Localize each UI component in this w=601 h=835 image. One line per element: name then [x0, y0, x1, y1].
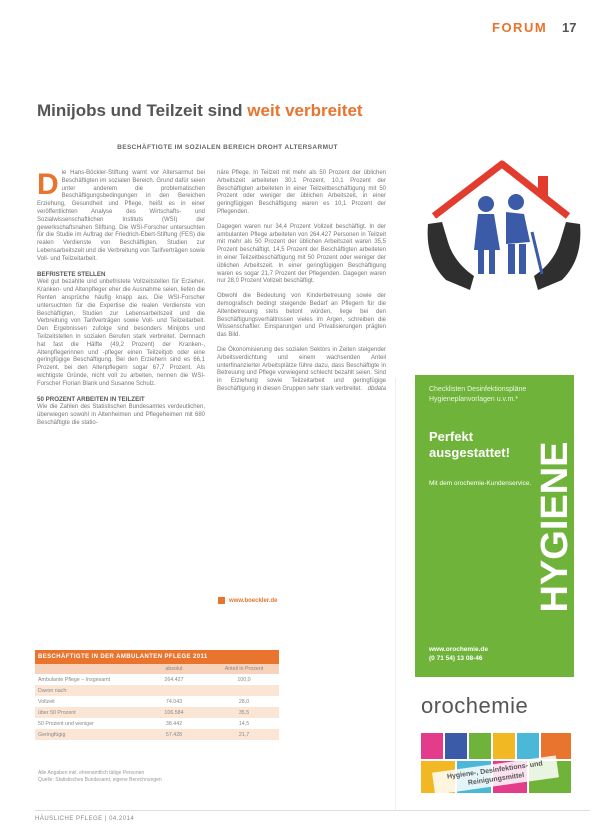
- ad-phone: (0 71 54) 13 08-46: [429, 655, 483, 662]
- row-percent: 28,0: [238, 698, 250, 705]
- article-title-main: Minijobs und Teilzeit sind: [37, 101, 248, 120]
- author-signoff: dbdata: [367, 385, 386, 392]
- article-paragraph: näre Pflege. In Teilzeit mit mehr als 50 Prozent der üblichen Arbeitszeit arbeiteten 30,1 Prozent, 10,1 Prozent der Beschäftigten arbeiteten in einer Teilzeitbeschäftigung mit 50 Prozent oder weniger der üblichen Arbeitszeit, in einer geringfügigen Beschäftigung waren es 10,1 Prozent der Pflegenden.: [217, 170, 386, 215]
- article-paragraph: [217, 347, 386, 394]
- column-divider: [395, 378, 396, 810]
- table-header-row: [35, 664, 279, 674]
- table-row: [35, 696, 279, 707]
- table-header-cell: Anteil in Prozent: [209, 664, 279, 674]
- article-column-1: [37, 170, 205, 435]
- row-percent: 35,5: [209, 707, 279, 718]
- ad-panel: [415, 375, 574, 677]
- article-title: [37, 101, 363, 121]
- section-heading-befristete-stellen: BEFRISTETE STELLEN: [37, 270, 106, 278]
- ad-small-text: Checklisten Desinfektionspläne Hygieneplanvorlagen u.v.m.*: [429, 386, 527, 403]
- ad-contact: [429, 645, 488, 663]
- row-absolute: 264.427: [164, 676, 184, 683]
- ad-vertical-text: HYGIENE: [534, 441, 576, 613]
- article-column-2: [217, 170, 386, 401]
- table-row: [35, 685, 279, 696]
- footer-divider: [35, 810, 590, 811]
- table-row: [35, 729, 279, 740]
- table-header-cell: [35, 664, 139, 674]
- elderly-couple-under-roof-icon: [418, 158, 590, 290]
- article-paragraph: Obwohl die Bedeutung von Kinderbetreuung sowie der demografisch bedingt steigende Bedarf an Pflegern für die Altenbetreuung stets betont würden, liege bei den Beschäftigungsverhältnissen vieles im Argen, schreiben die Wissenschaftler. Einsparungen und Privatisierungen prägten das Bild.: [217, 293, 386, 339]
- footer-text: HÄUSLICHE PFLEGE | 04.2014: [35, 816, 135, 822]
- ad-vertical-word: [534, 381, 576, 673]
- table-row: [35, 718, 279, 729]
- row-percent: 14,5: [238, 720, 250, 727]
- row-label: Geringfügig: [35, 729, 139, 740]
- table-header-cell: absolut: [139, 664, 209, 674]
- row-absolute: [139, 685, 209, 696]
- web-link[interactable]: [218, 597, 277, 604]
- table-row: [35, 674, 279, 685]
- row-label: über 50 Prozent: [35, 707, 139, 718]
- web-link-text: www.boeckler.de: [229, 598, 278, 605]
- section-label: FORUM: [492, 20, 548, 35]
- row-label: Ambulante Pflege – Insgesamt: [38, 676, 111, 683]
- article-paragraph: Weil gut bezahlte und unbefristete Vollzeitstellen für Erzieher, Kranken- und Altenpfleger eher die Ausnahme seien, liefen die Renten ansprüche häufig knapp aus. Die WSI-Forscher untersuchten für die Expertise die realen Verdienste von Beschäftigten, Studien zur Lebensarbeitszeit und die Verbreitung von Tarifverträgen sowie Voll- und Teilzeitarbeit. Den Ergebnissen zufolge sind besonders Minijobs und Teilzeitstellen in sozialen Berufen stark verbreitet. Demnach hat fast die Hälfte (49,2 Prozent) der Kranken-, Altenpflegerinnen und -pfleger einen Teilzeitjob oder eine geringfügige Beschäftigung. Bei den Erziehern sind es 66,1 Prozent, bei den Altenpflegern sogar 67,7 Prozent. Als wichtigste Gründe, nicht voll zu arbeiten, nennen die WSI-Forscher Florian Blank und Susanne Schulz.: [37, 279, 205, 387]
- article-paragraph: Wie die Zahlen des Statistischen Bundesamtes verdeutlichen, überwiegen sowohl in Altenheimen und Pflegeheimen mit 680 Beschäftigte die statio-: [37, 404, 205, 426]
- table-row: [35, 707, 279, 718]
- table-note: Alle Angaben inkl. ehrenamtlich tätige Personen: [38, 770, 145, 776]
- row-percent: 21,7: [209, 729, 279, 740]
- ad-headline: Perfekt ausgestattet!: [429, 429, 510, 460]
- article-title-accent: weit verbreitet: [247, 101, 363, 120]
- paragraph-text: Die Ökonomisierung des sozialen Sektors in Zeiten steigender Arbeitsverdichtung und einem wachsenden Anteil unterfinanzierter Arbeitsplätze führe dazu, dass Beschäftigte in Betreuung und Pflege vorwiegend schlecht bezahlt seien. Sind in Erziehung sowie Teilzeitarbeit und geringfügige Beschäftigung in diesen Gruppen sehr stark verbreitet.: [217, 346, 386, 392]
- section-heading-teilzeit: 50 PROZENT ARBEITEN IN TEILZEIT: [37, 395, 145, 403]
- row-label: Vollzeit: [38, 698, 55, 705]
- link-marker-icon: [218, 597, 225, 604]
- table-source: Quelle: Statistisches Bundesamt, eigene Berechnungen: [38, 777, 162, 783]
- row-absolute: 106.584: [139, 707, 209, 718]
- row-percent: 100,0: [237, 676, 251, 683]
- table-title: BESCHÄFTIGTE IN DER AMBULANTEN PFLEGE 2011: [35, 650, 279, 664]
- row-absolute: 38.442: [165, 720, 183, 727]
- dropcap: D: [37, 168, 59, 201]
- statistics-table: [35, 650, 279, 740]
- ad-service-text: Mit dem orochemie-Kundenservice.: [429, 480, 532, 487]
- row-absolute: 74.043: [165, 698, 183, 705]
- ad-url: www.orochemie.de: [429, 646, 488, 653]
- page-number: 17: [562, 20, 577, 35]
- intro-text: ie Hans-Böckler-Stiftung warnt vor Altersarmut bei Beschäftigten im sozialen Bereich. Grund dafür seien unter anderem die problematischen Beschäftigungsbedingungen in den Bereichen Erziehung, Gesundheit und Pflege, heißt es in einer veröffentlichten Analyse des Wirtschafts- und Sozialwissenschaftlichen Instituts (WSI) der gewerkschaftsnahen Stiftung. Die WSI-Forscher untersuchten für die Studie im Auftrag der Friedrich-Ebert-Stiftung (FES) die realen Verdienste von Beschäftigten, Studien zur Lebensarbeitszeit und die Verbreitung von Tarifverträgen sowie Voll- und Teilzeitarbeit.: [37, 170, 205, 262]
- advertisement[interactable]: [403, 375, 586, 798]
- row-label: Davon nach:: [35, 685, 139, 696]
- brand-logo: orochemie: [421, 693, 529, 718]
- row-label: 50 Prozent und weniger: [38, 720, 94, 727]
- table-notes: [38, 770, 162, 784]
- article-paragraph: Dagegen waren nur 34,4 Prozent Vollzeit beschäftigt. In der ambulanten Pflege arbeiteten von 264.427 Personen in Teilzeit mit mehr als 50 Prozent der üblichen Arbeitszeit waren 35,5 Prozent beschäftigt, 14,5 Prozent der Beschäftigten arbeiteten in einer Teilzeitbeschäftigung mit 50 Prozent oder weniger der üblichen Arbeitszeit. In einer geringfügigen Beschäftigung waren es sogar 21,7 Prozent der Pflegenden. Dagegen waren nur 28,0 Prozent Vollzeit beschäftigt.: [217, 223, 386, 285]
- row-absolute: 57.428: [139, 729, 209, 740]
- article-subtitle: BESCHÄFTIGTE IM SOZIALEN BEREICH DROHT ALTERSARMUT: [117, 144, 338, 151]
- row-percent: [209, 685, 279, 696]
- article-intro: [37, 170, 205, 264]
- ad-tagline: Hygiene-, Desinfektions- und Reinigungsmittel: [432, 755, 559, 794]
